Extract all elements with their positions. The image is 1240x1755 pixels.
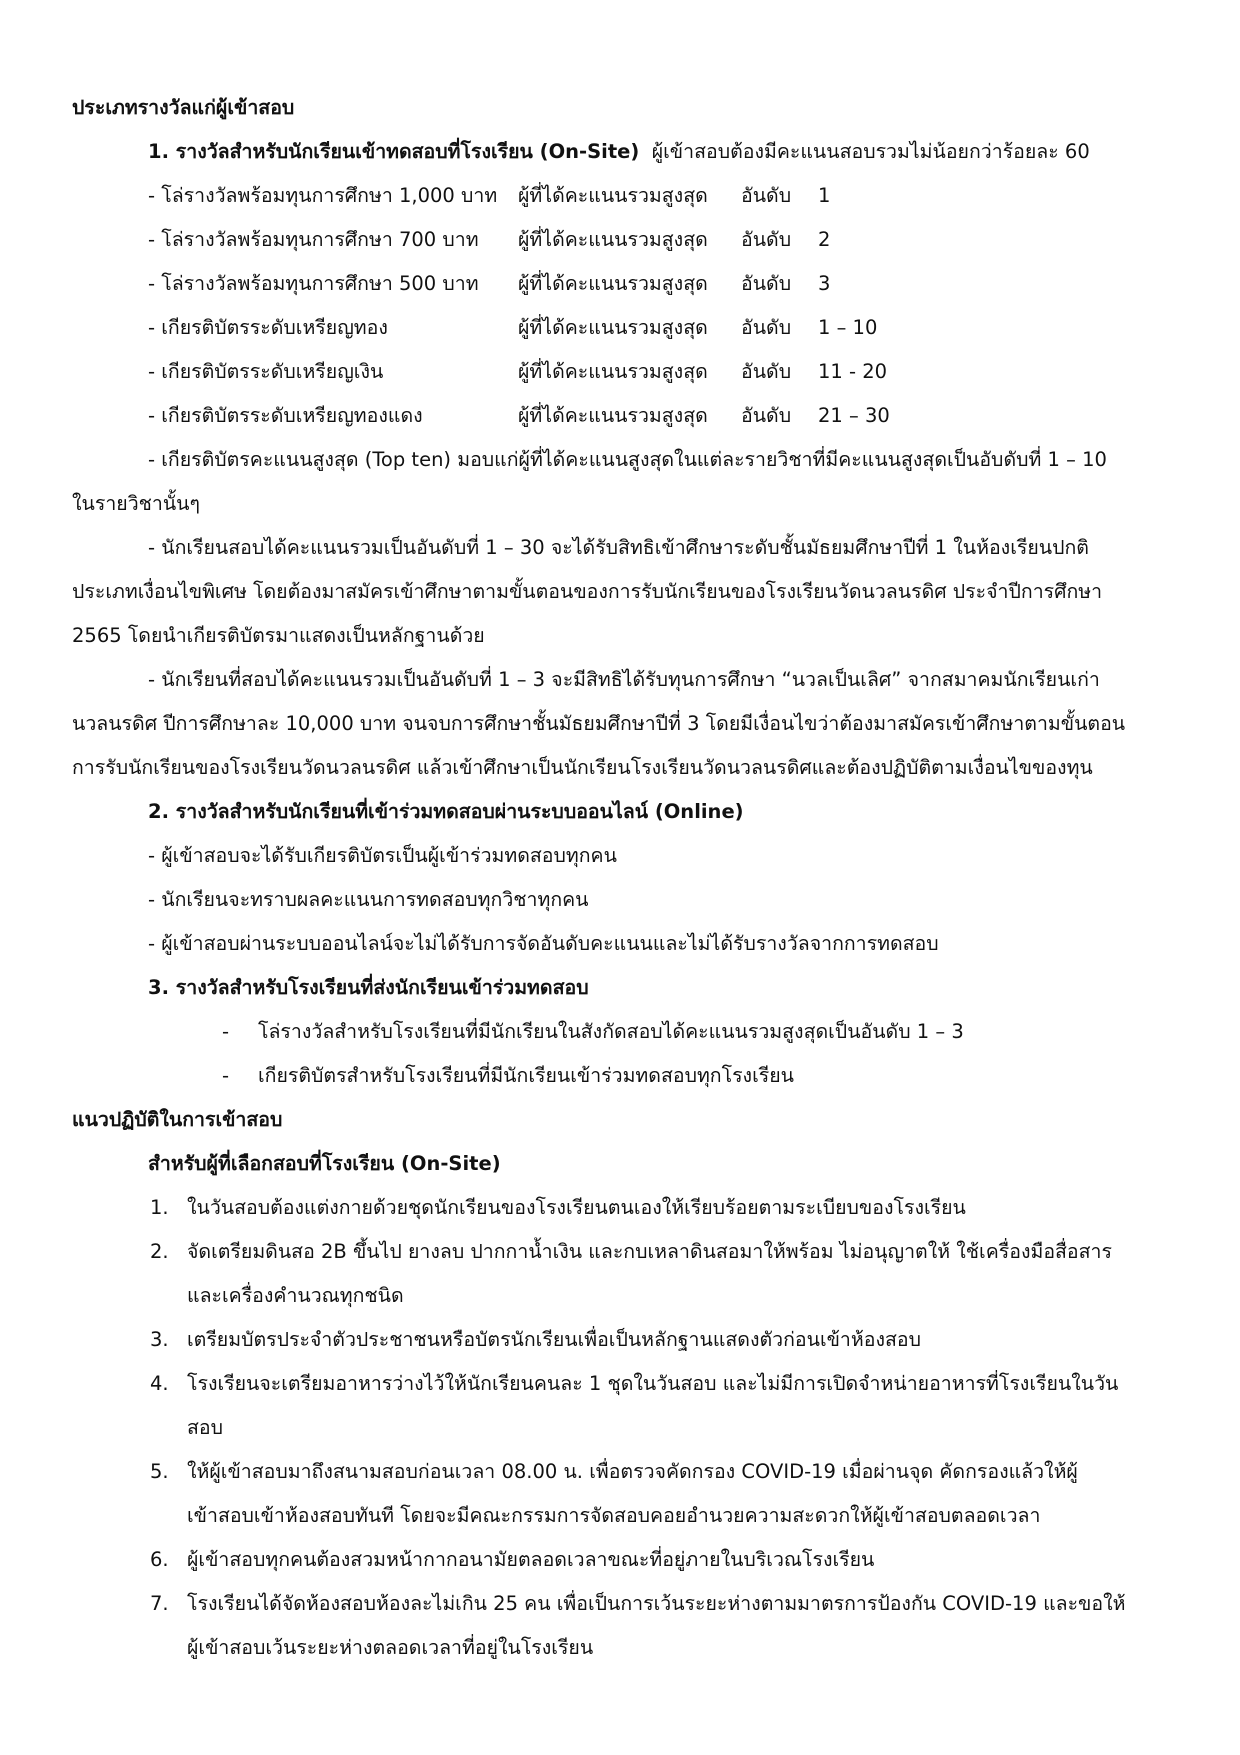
online-award-item: - ผู้เข้าสอบจะได้รับเกียรติบัตรเป็นผู้เข้าร่วมทดสอบทุกคน xyxy=(148,844,617,867)
award-recipient: ผู้ที่ได้คะแนนรวมสูงสุด xyxy=(518,316,708,339)
award-prize: - โล่รางวัลพร้อมทุนการศึกษา 700 บาท xyxy=(148,228,479,251)
rights-text-cont: ประเภทเงื่อนไขพิเศษ โดยต้องมาสมัครเข้าศึกษาตามขั้นตอนของการรับนักเรียนของโรงเรียนวัดนวลนรดิศ ประจำปีการศึกษา xyxy=(72,580,1103,603)
onsite-award-title: 1. รางวัลสำหรับนักเรียนเข้าทดสอบที่โรงเรียน (On-Site) xyxy=(148,140,640,163)
award-rank-label: อันดับ xyxy=(741,184,792,207)
scholarship-text-cont: นวลนรดิศ ปีการศึกษาละ 10,000 บาท จนจบการศึกษาชั้นมัธยมศึกษาปีที่ 3 โดยมีเงื่อนไขว่าต้องมาสมัครเข้าศึกษาตามขั้นตอน xyxy=(72,712,1126,735)
rule-text-cont: และเครื่องคำนวณทุกชนิด xyxy=(187,1284,404,1307)
award-rank-label: อันดับ xyxy=(741,228,792,251)
scholarship-text-cont: การรับนักเรียนของโรงเรียนวัดนวลนรดิศ แล้วเข้าศึกษาเป็นนักเรียนโรงเรียนวัดนวลนรดิศและต้องปฏิบัติตามเงื่อนไขของทุน xyxy=(72,756,1093,779)
onsite-guidelines-subheading: สำหรับผู้ที่เลือกสอบที่โรงเรียน (On-Site) xyxy=(148,1152,501,1175)
rule-text: ในวันสอบต้องแต่งกายด้วยชุดนักเรียนของโรงเรียนตนเองให้เรียบร้อยตามระเบียบของโรงเรียน xyxy=(187,1196,966,1219)
rule-text-cont: ผู้เข้าสอบเว้นระยะห่างตลอดเวลาที่อยู่ในโรงเรียน xyxy=(187,1636,594,1659)
award-rank: 1 – 10 xyxy=(818,316,878,339)
school-award-item xyxy=(222,1062,794,1090)
award-recipient: ผู้ที่ได้คะแนนรวมสูงสุด xyxy=(518,184,708,207)
rights-text: - นักเรียนสอบได้คะแนนรวมเป็นอันดับที่ 1 – 30 จะได้รับสิทธิเข้าศึกษาระดับชั้นมัธยมศึกษาปีที่ 1 ในห้องเรียนปกติ xyxy=(148,536,1089,559)
award-rank: 2 xyxy=(818,228,831,251)
rule-text: โรงเรียนได้จัดห้องสอบห้องละไม่เกิน 25 คน เพื่อเป็นการเว้นระยะห่างตามมาตรการป้องกัน COVID-19 และขอให้ xyxy=(187,1592,1126,1615)
rule-text: เตรียมบัตรประจำตัวประชาชนหรือบัตรนักเรียนเพื่อเป็นหลักฐานแสดงตัวก่อนเข้าห้องสอบ xyxy=(187,1328,921,1351)
section-heading-exam-guidelines: แนวปฏิบัติในการเข้าสอบ xyxy=(72,1108,283,1131)
school-award-title: 3. รางวัลสำหรับโรงเรียนที่ส่งนักเรียนเข้าร่วมทดสอบ xyxy=(148,976,589,999)
award-prize: - โล่รางวัลพร้อมทุนการศึกษา 500 บาท xyxy=(148,272,479,295)
school-award-text: โล่รางวัลสำหรับโรงเรียนที่มีนักเรียนในสังกัดสอบได้คะแนนรวมสูงสุดเป็นอันดับ 1 – 3 xyxy=(258,1020,964,1043)
school-award-text: เกียรติบัตรสำหรับโรงเรียนที่มีนักเรียนเข้าร่วมทดสอบทุกโรงเรียน xyxy=(258,1064,794,1087)
award-prize: - เกียรติบัตรระดับเหรียญทอง xyxy=(148,316,388,339)
award-recipient: ผู้ที่ได้คะแนนรวมสูงสุด xyxy=(518,360,708,383)
topten-text-cont: ในรายวิชานั้นๆ xyxy=(72,492,200,515)
bullet-dash: - xyxy=(222,1020,230,1043)
onsite-award-header xyxy=(148,138,1090,166)
award-prize: - เกียรติบัตรระดับเหรียญเงิน xyxy=(148,360,384,383)
award-rank: 21 – 30 xyxy=(818,404,890,427)
rule-number: 5. xyxy=(150,1460,169,1483)
rule-number: 3. xyxy=(150,1328,169,1351)
rule-text: ให้ผู้เข้าสอบมาถึงสนามสอบก่อนเวลา 08.00 น. เพื่อตรวจคัดกรอง COVID-19 เมื่อผ่านจุด คัดกรองแล้วให้ผู้ xyxy=(187,1460,1078,1483)
rule-number: 2. xyxy=(150,1240,169,1263)
rule-text: ผู้เข้าสอบทุกคนต้องสวมหน้ากากอนามัยตลอดเวลาขณะที่อยู่ภายในบริเวณโรงเรียน xyxy=(187,1548,875,1571)
award-rank-label: อันดับ xyxy=(741,272,792,295)
online-award-item: - นักเรียนจะทราบผลคะแนนการทดสอบทุกวิชาทุกคน xyxy=(148,888,589,911)
award-recipient: ผู้ที่ได้คะแนนรวมสูงสุด xyxy=(518,404,708,427)
scholarship-text: - นักเรียนที่สอบได้คะแนนรวมเป็นอันดับที่ 1 – 3 จะมีสิทธิได้รับทุนการศึกษา “นวลเป็นเลิศ” จากสมาคมนักเรียนเก่า xyxy=(148,668,1100,691)
award-prize: - โล่รางวัลพร้อมทุนการศึกษา 1,000 บาท xyxy=(148,184,498,207)
rule-number: 4. xyxy=(150,1372,169,1395)
school-award-item xyxy=(222,1018,964,1046)
section-heading-award-types: ประเภทรางวัลแก่ผู้เข้าสอบ xyxy=(72,96,295,119)
award-rank: 11 - 20 xyxy=(818,360,888,383)
onsite-award-condition: ผู้เข้าสอบต้องมีคะแนนสอบรวมไม่น้อยกว่าร้อยละ 60 xyxy=(651,140,1090,163)
award-rank-label: อันดับ xyxy=(741,316,792,339)
rule-number: 1. xyxy=(150,1196,169,1219)
award-prize: - เกียรติบัตรระดับเหรียญทองแดง xyxy=(148,404,423,427)
award-rank-label: อันดับ xyxy=(741,360,792,383)
rule-number: 7. xyxy=(150,1592,169,1615)
rule-text: โรงเรียนจะเตรียมอาหารว่างไว้ให้นักเรียนคนละ 1 ชุดในวันสอบ และไม่มีการเปิดจำหน่ายอาหารที่โรงเรียนในวัน xyxy=(187,1372,1119,1395)
online-award-title: 2. รางวัลสำหรับนักเรียนที่เข้าร่วมทดสอบผ่านระบบออนไลน์ (Online) xyxy=(148,800,744,823)
rule-text-cont: สอบ xyxy=(187,1416,223,1439)
rule-text-cont: เข้าสอบเข้าห้องสอบทันที โดยจะมีคณะกรรมการจัดสอบคอยอำนวยความสะดวกให้ผู้เข้าสอบตลอดเวลา xyxy=(187,1504,1041,1527)
topten-text: - เกียรติบัตรคะแนนสูงสุด (Top ten) มอบแก่ผู้ที่ได้คะแนนสูงสุดในแต่ละรายวิชาที่มีคะแนนสูงสุดเป็นอับดับที่ 1 – 10 xyxy=(148,448,1107,471)
award-rank: 3 xyxy=(818,272,831,295)
rule-number: 6. xyxy=(150,1548,169,1571)
rule-text: จัดเตรียมดินสอ 2B ขึ้นไป ยางลบ ปากกาน้ำเงิน และกบเหลาดินสอมาให้พร้อม ไม่อนุญาตให้ ใช้เครื่องมือสื่อสาร xyxy=(187,1240,1112,1263)
online-award-item: - ผู้เข้าสอบผ่านระบบออนไลน์จะไม่ได้รับการจัดอันดับคะแนนและไม่ได้รับรางวัลจากการทดสอบ xyxy=(148,932,939,955)
award-recipient: ผู้ที่ได้คะแนนรวมสูงสุด xyxy=(518,228,708,251)
rights-text-cont: 2565 โดยนำเกียรติบัตรมาแสดงเป็นหลักฐานด้วย xyxy=(72,624,485,647)
award-rank: 1 xyxy=(818,184,831,207)
award-rank-label: อันดับ xyxy=(741,404,792,427)
bullet-dash: - xyxy=(222,1064,230,1087)
award-recipient: ผู้ที่ได้คะแนนรวมสูงสุด xyxy=(518,272,708,295)
